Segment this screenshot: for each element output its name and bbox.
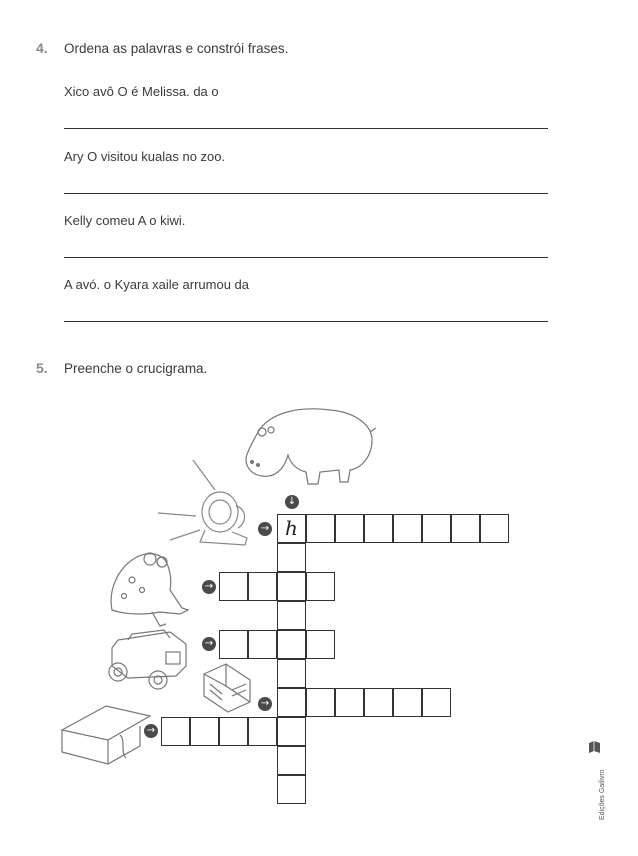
sentence-2: Ary O visitou kualas no zoo. xyxy=(64,149,226,164)
crossword-cell[interactable] xyxy=(161,717,190,746)
crossword-cell[interactable] xyxy=(422,688,451,717)
exercise-5-number: 5. xyxy=(36,360,48,376)
crossword-cell[interactable] xyxy=(277,717,306,746)
crossword-cell[interactable] xyxy=(422,514,451,543)
arrow-right-icon: → xyxy=(258,522,272,536)
publisher-credit xyxy=(587,740,606,820)
crossword-cell[interactable] xyxy=(335,688,364,717)
arrow-right-icon: → xyxy=(144,724,158,738)
crossword-cell[interactable]: h xyxy=(277,514,306,543)
crossword-cell[interactable] xyxy=(277,543,306,572)
keyboard-illustration xyxy=(204,664,250,712)
crossword-cell[interactable] xyxy=(335,514,364,543)
crossword-cell[interactable] xyxy=(306,514,335,543)
crossword-cell[interactable] xyxy=(248,572,277,601)
arrow-down-icon: ↓ xyxy=(285,495,299,509)
crossword-cell[interactable] xyxy=(219,572,248,601)
box-illustration xyxy=(62,706,150,764)
crossword-cell[interactable] xyxy=(277,659,306,688)
crossword-cell[interactable] xyxy=(248,717,277,746)
sentence-1: Xico avô O é Melissa. da o xyxy=(64,84,219,99)
crossword-cell[interactable] xyxy=(248,630,277,659)
crossword-cell[interactable] xyxy=(219,717,248,746)
fan-illustration xyxy=(158,460,247,545)
crossword-cell[interactable] xyxy=(306,688,335,717)
crossword-cell[interactable] xyxy=(277,775,306,804)
crossword-cell[interactable] xyxy=(364,514,393,543)
exercise-4-instruction: Ordena as palavras e constrói frases. xyxy=(64,41,289,56)
sentence-4: A avó. o Kyara xaile arrumou da xyxy=(64,277,249,292)
crossword-cell[interactable] xyxy=(277,630,306,659)
jeep-illustration xyxy=(109,630,186,689)
crossword-cell[interactable] xyxy=(277,601,306,630)
hippo-illustration xyxy=(246,409,376,484)
publisher-name: Edições Gailivro xyxy=(599,769,606,820)
crossword-cell[interactable] xyxy=(364,688,393,717)
exercise-5-instruction: Preenche o crucigrama. xyxy=(64,361,208,376)
crossword-cell[interactable] xyxy=(277,746,306,775)
crossword-cell[interactable] xyxy=(393,514,422,543)
arrow-right-icon: → xyxy=(202,637,216,651)
crossword-cell[interactable] xyxy=(306,630,335,659)
crossword-cell[interactable] xyxy=(277,572,306,601)
sentence-3: Kelly comeu A o kiwi. xyxy=(64,213,186,228)
crossword-cell[interactable] xyxy=(480,514,509,543)
crossword-cell[interactable] xyxy=(393,688,422,717)
crossword-cell[interactable] xyxy=(451,514,480,543)
crossword-cell[interactable] xyxy=(306,572,335,601)
crossword-cell[interactable] xyxy=(277,688,306,717)
arrow-right-icon: → xyxy=(258,697,272,711)
crossword-cell[interactable] xyxy=(219,630,248,659)
arrow-right-icon: → xyxy=(202,580,216,594)
crossword-cell[interactable] xyxy=(190,717,219,746)
exercise-4-number: 4. xyxy=(36,40,48,56)
frog-illustration xyxy=(111,553,188,626)
